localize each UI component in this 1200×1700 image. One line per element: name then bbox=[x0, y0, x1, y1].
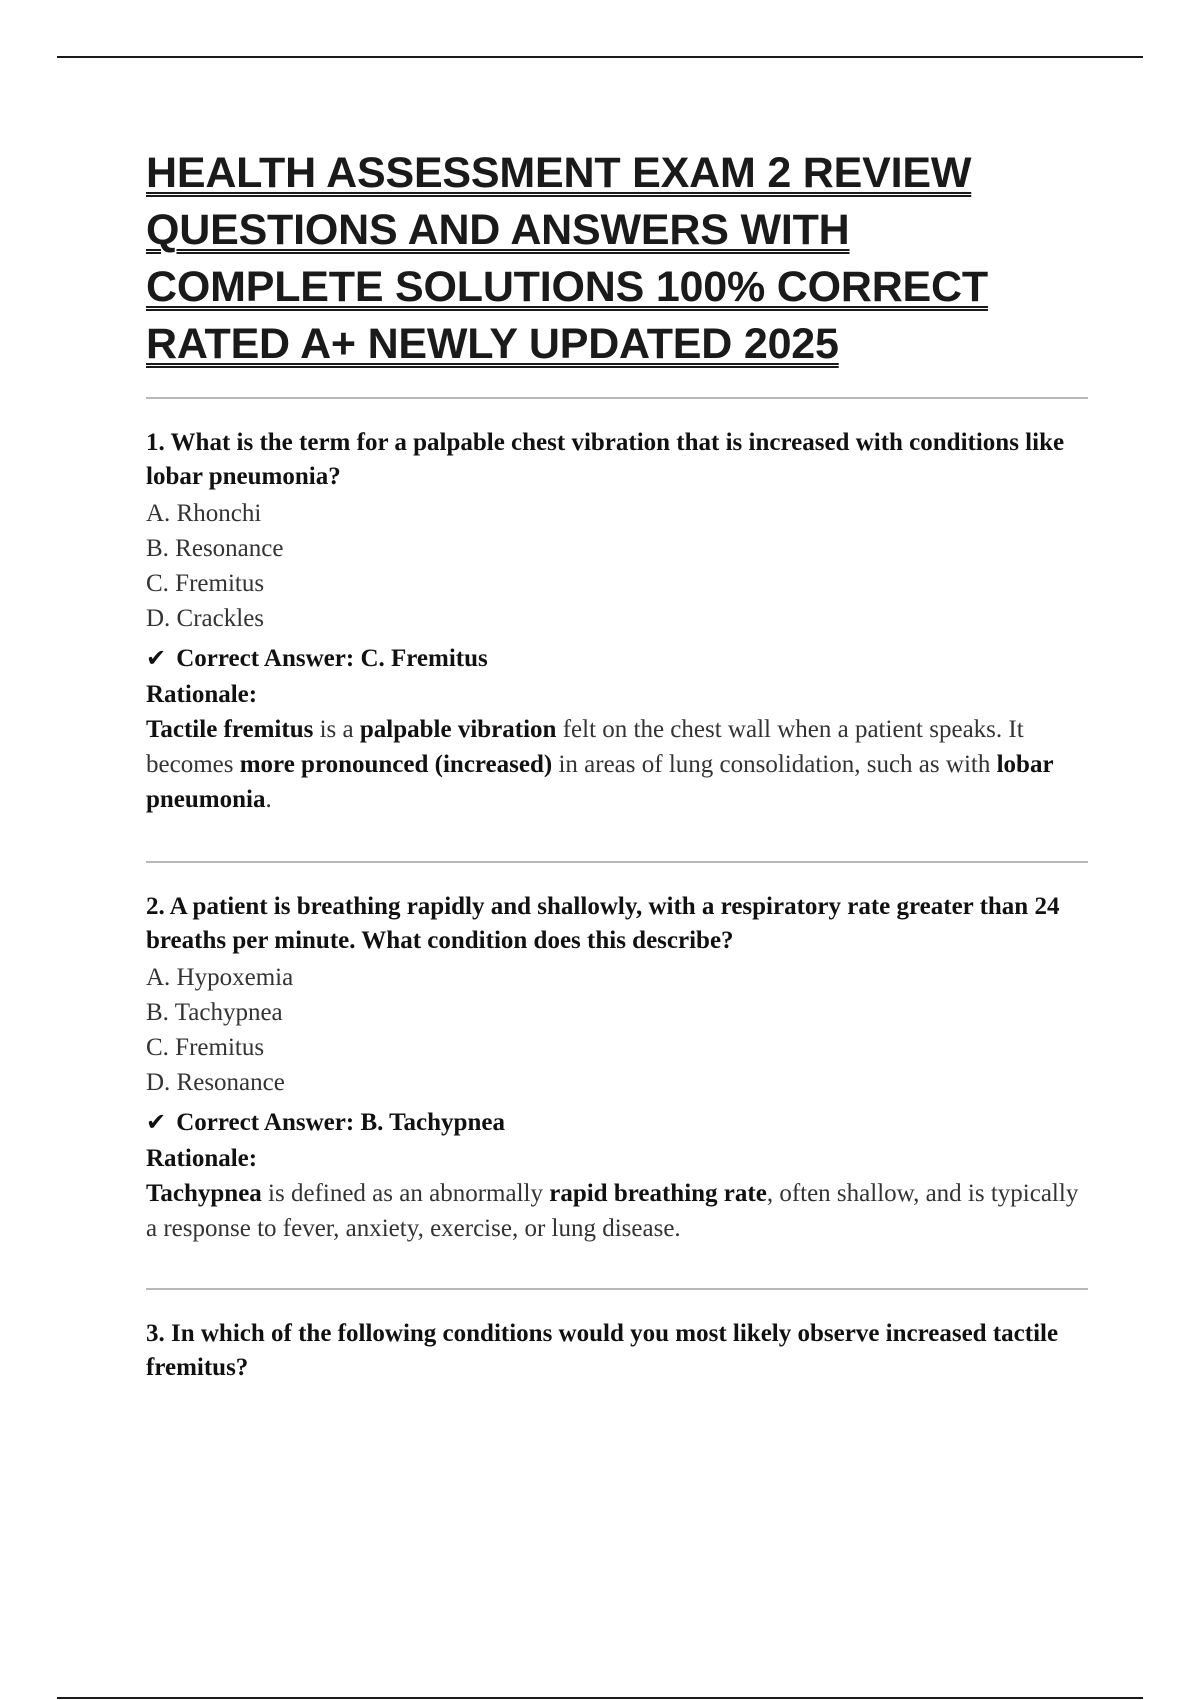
emphasized-term: rapid breathing rate bbox=[549, 1180, 767, 1207]
rationale-run: in areas of lung consolidation, such as with bbox=[552, 751, 997, 778]
page-top-rule bbox=[57, 56, 1143, 58]
rationale-text bbox=[146, 1176, 1088, 1246]
check-mark-icon: ✔ bbox=[146, 644, 167, 672]
correct-answer bbox=[146, 640, 1088, 677]
option-a: A. Rhonchi bbox=[146, 500, 262, 527]
emphasized-term: Tachypnea bbox=[146, 1180, 262, 1207]
emphasized-term: lobar pneumonia bbox=[146, 751, 1054, 813]
option-d: D. Crackles bbox=[146, 605, 265, 632]
correct-answer bbox=[146, 1104, 1088, 1141]
rationale-run: felt on the chest wall when a patient speaks. It becomes bbox=[146, 716, 1024, 778]
option-b: B. Tachypnea bbox=[146, 999, 283, 1026]
rationale-label: Rationale: bbox=[146, 681, 258, 708]
rationale-run: is defined as an abnormally bbox=[261, 1180, 550, 1207]
option-b: B. Resonance bbox=[146, 535, 284, 562]
correct-answer-text: Correct Answer: C. Fremitus bbox=[176, 645, 488, 672]
document-title: HEALTH ASSESSMENT EXAM 2 REVIEW QUESTIONS AND ANSWERS WITH COMPLETE SOLUTIONS 100% CORRECT RATED A+ NEWLY UPDATED 2025 bbox=[146, 149, 988, 368]
question-3 bbox=[146, 1290, 1088, 1385]
question-text: 3. In which of the following conditions would you most likely observe increased tactile fremitus? bbox=[146, 1320, 1059, 1381]
emphasized-term: Tactile fremitus bbox=[146, 716, 314, 743]
rationale-text bbox=[146, 712, 1088, 817]
option-c: C. Fremitus bbox=[146, 570, 265, 597]
option-a: A. Hypoxemia bbox=[146, 964, 294, 991]
question-2 bbox=[146, 863, 1088, 1246]
rationale-label: Rationale: bbox=[146, 1145, 258, 1172]
page-bottom-rule bbox=[57, 1697, 1143, 1699]
option-c: C. Fremitus bbox=[146, 1034, 265, 1061]
emphasized-term: palpable vibration bbox=[359, 716, 557, 743]
question-text: 1. What is the term for a palpable chest vibration that is increased with conditions like lobar pneumonia? bbox=[146, 429, 1065, 490]
rationale-run: , often shallow, and is typically a response to fever, anxiety, exercise, or lung disease. bbox=[146, 1180, 1079, 1242]
answer-options bbox=[146, 496, 1088, 636]
question-1 bbox=[146, 399, 1088, 817]
answer-options bbox=[146, 960, 1088, 1100]
rationale-run: is a bbox=[313, 716, 360, 743]
correct-answer-text: Correct Answer: B. Tachypnea bbox=[176, 1109, 505, 1136]
check-mark-icon: ✔ bbox=[146, 1108, 167, 1136]
rationale-run: . bbox=[265, 786, 272, 813]
emphasized-term: more pronounced (increased) bbox=[239, 751, 553, 778]
option-d: D. Resonance bbox=[146, 1069, 285, 1096]
question-text: 2. A patient is breathing rapidly and shallowly, with a respiratory rate greater than 24 breaths per minute. What condition does this describe? bbox=[146, 893, 1060, 954]
document-body bbox=[146, 145, 1088, 1385]
